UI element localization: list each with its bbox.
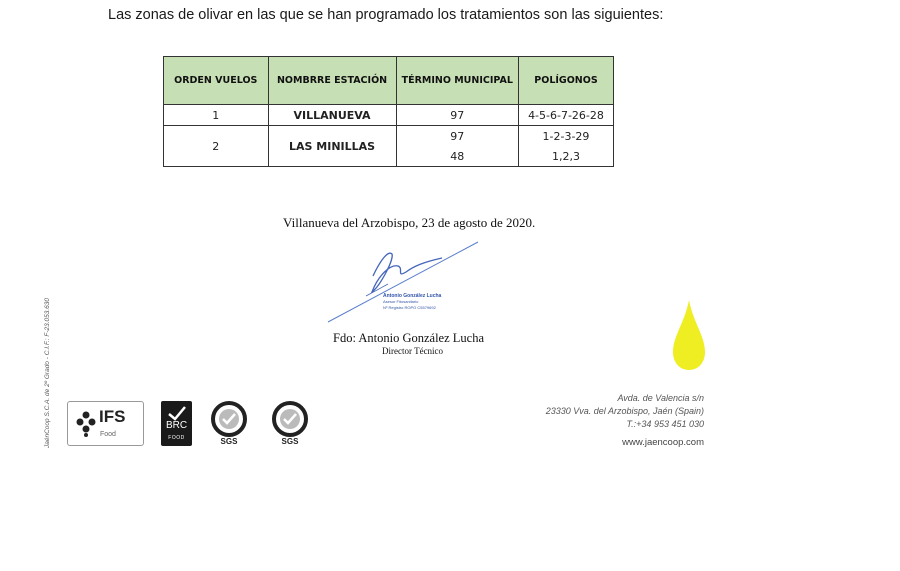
sgs-text: SGS bbox=[220, 437, 238, 446]
brc-check-icon bbox=[167, 405, 187, 421]
brc-sub: FOOD bbox=[168, 435, 185, 441]
brc-text: BRC bbox=[165, 420, 188, 431]
address-line1: Avda. de Valencia s/n bbox=[617, 393, 704, 403]
cell-poligonos: 1,2,3 bbox=[518, 146, 613, 167]
place-date: Villanueva del Arzobispo, 23 de agosto de 2020. bbox=[283, 215, 536, 230]
stamp-name: Antonio González Lucha bbox=[383, 293, 442, 299]
sgs-logo bbox=[205, 401, 253, 448]
ifs-dots-icon bbox=[76, 411, 96, 437]
sgs-logo bbox=[266, 401, 314, 448]
header-nombre-estacion: NOMBRRE ESTACIÓN bbox=[268, 57, 396, 105]
cell-termino: 97 bbox=[396, 105, 518, 126]
header-poligonos: POLÍGONOS bbox=[518, 57, 613, 105]
cell-poligonos: 1-2-3-29 bbox=[518, 126, 613, 147]
company-legal-text: JaénCoop S.C.A. de 2º Grado - C.I.F.: F-23.053.630 bbox=[44, 297, 51, 448]
signer-role: Director Técnico bbox=[382, 346, 444, 356]
website-text: www.jaencoop.com bbox=[622, 437, 704, 448]
ifs-text: IFS bbox=[99, 407, 126, 426]
table-row bbox=[164, 126, 614, 147]
header-orden-vuelos: ORDEN VUELOS bbox=[164, 57, 269, 105]
intro-text: Las zonas de olivar en las que se han programado los tratamientos son las siguientes: bbox=[108, 7, 664, 23]
ifs-sub: Food bbox=[100, 431, 116, 438]
olive-oil-drop-icon bbox=[671, 298, 707, 372]
cell-poligonos: 4-5-6-7-26-28 bbox=[518, 105, 613, 126]
cell-orden: 1 bbox=[164, 105, 269, 126]
cell-estacion: VILLANUEVA bbox=[268, 105, 396, 126]
zones-table bbox=[163, 56, 614, 167]
sgs-seal-icon bbox=[205, 401, 253, 437]
header-termino-municipal: TÉRMINO MUNICIPAL bbox=[396, 57, 518, 105]
cell-termino: 48 bbox=[396, 146, 518, 167]
brc-logo bbox=[161, 401, 192, 446]
cell-termino: 97 bbox=[396, 126, 518, 147]
table-row bbox=[164, 105, 614, 126]
sgs-seal-icon bbox=[266, 401, 314, 437]
sgs-text: SGS bbox=[281, 437, 299, 446]
cell-orden: 2 bbox=[164, 126, 269, 167]
stamp-line2: Asesor Fitosanitario bbox=[383, 299, 419, 304]
stamp-line3: Nº Registro ROPO C5579692 bbox=[383, 305, 436, 310]
signature-image bbox=[318, 236, 488, 328]
address-phone: T.:+34 953 451 030 bbox=[626, 419, 704, 429]
company-address bbox=[520, 392, 704, 431]
address-line2: 23330 Vva. del Arzobispo, Jaén (Spain) bbox=[545, 406, 704, 416]
signature-stamp bbox=[383, 293, 463, 311]
table-header-row bbox=[164, 57, 614, 105]
ifs-food-logo bbox=[67, 401, 144, 446]
signer-name: Fdo: Antonio González Lucha bbox=[333, 331, 485, 345]
cell-estacion: LAS MINILLAS bbox=[268, 126, 396, 167]
